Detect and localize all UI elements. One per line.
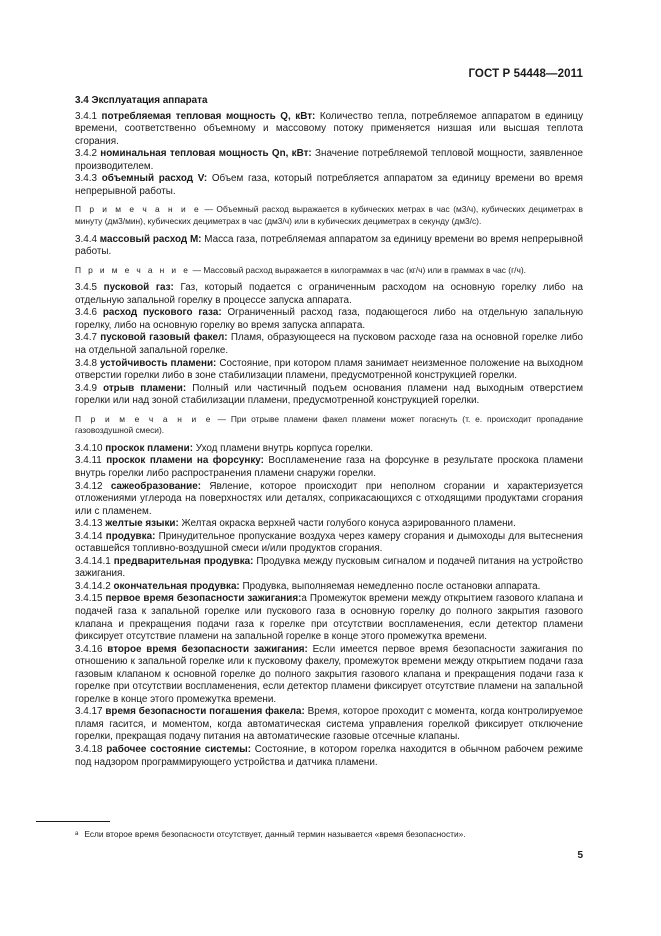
term-number: 3.4.10 (75, 442, 103, 454)
term-paragraph (75, 282, 583, 307)
term-name: проскок пламени: (105, 442, 193, 454)
term-paragraph (75, 706, 583, 744)
term-paragraph (75, 307, 583, 332)
term-paragraph (75, 383, 583, 408)
term-definition: Продувка, выполняемая немедленно после остановки аппарата. (239, 580, 541, 592)
term-number: 3.4.8 (75, 357, 97, 369)
term-name: время безопасности погашения факела: (105, 706, 305, 718)
term-name: массовый расход M: (99, 233, 202, 245)
term-number: 3.4.15 (75, 593, 103, 605)
term-number: 3.4.13 (75, 518, 103, 530)
term-definition: Ограниченный расход газа, подающегося либо на отдельную запальную горелку, либо на основную горелку во время запуска аппарата. (75, 307, 583, 331)
term-number: 3.4.5 (75, 282, 97, 294)
note-volume-flow: П р и м е ч а н и е — Объемный расход выражается в кубических метрах в час (м3/ч), кубических дециметрах в минуту (дм3/мин), кубических дециметрах в час (дм3/ч) или в кубических дециметрах в секунду (дм3/с). (75, 204, 583, 226)
term-definition: Количество тепла, потребляемое аппаратом в единицу времени, соответственно объемному и массовому потоку применяется низшая или высшая теплота сгорания. (75, 110, 584, 147)
term-number: 3.4.7 (75, 332, 97, 344)
term-paragraph (75, 481, 583, 519)
term-number: 3.4.16 (75, 643, 103, 655)
section-title: 3.4 Эксплуатация аппарата (75, 95, 208, 106)
paragraph-group-2 (75, 234, 583, 259)
term-paragraph (75, 581, 583, 594)
term-paragraph (75, 332, 583, 357)
term-paragraph (75, 358, 583, 383)
term-definition: Значение потребляемой тепловой мощности, заявленное производителем. (75, 148, 584, 172)
term-number: 3.4.18 (75, 744, 103, 756)
term-paragraph (75, 518, 583, 531)
term-number: 3.4.17 (75, 706, 103, 718)
term-number: 3.4.14.1 (75, 555, 111, 567)
term-name: объемный расход V: (101, 173, 208, 185)
term-name: отрыв пламени: (103, 382, 187, 394)
term-definition: Время, которое проходит с момента, когда контролируемое пламя гасится, и моментом, когда автоматическая система управления горелкой фиксирует отключение горелки, прекращая подачу питания на автоматические газовые отсечные клапаны. (75, 706, 583, 743)
term-paragraph (75, 443, 583, 456)
term-paragraph (75, 531, 583, 556)
note-flame-lift: П р и м е ч а н и е — При отрыве пламени факел пламени может погаснуть (т. е. происходит пропадание газовоздушной смеси). (75, 413, 584, 436)
term-number: 3.4.4 (75, 233, 97, 245)
term-definition: Принудительное пропускание воздуха через камеру сгорания и дымоходы для вытеснения оставшейся топливно-воздушной смеси и/или продуктов сгорания. (75, 530, 583, 555)
term-definition: Желтая окраска верхней части голубого конуса аэрированного пламени. (178, 518, 516, 530)
term-definition: Газ, который подается с ограниченным расходом на основную горелку либо на отдельную запальной горелку в процессе запуска аппарата. (75, 282, 583, 306)
term-name: номинальная тепловая мощность Qn, кВт: (100, 148, 312, 160)
term-number: 3.4.12 (75, 480, 103, 492)
note-mass-flow: П р и м е ч а н и е — Массовый расход выражается в килограммах в час (кг/ч) или в граммах в час (г/ч). (75, 264, 526, 275)
term-definition: Воспламенение газа на форсунке в результате проскока пламени внутрь горелки либо распространения пламени снаружи горелки. (75, 455, 583, 479)
term-name: желтые языки: (105, 518, 179, 530)
page-number: 5 (577, 850, 583, 861)
term-number: 3.4.6 (75, 307, 97, 319)
term-definition: Явление, которое происходит при неполном сгорании и характеризуется отложениями углерода на поверхностях или деталях, соприкасающихся с отходящими продуктами сгорания или с пламенем. (75, 480, 583, 517)
term-definition: Уход пламени внутрь корпуса горелки. (193, 442, 373, 454)
footnote: $^а$ Если второе время безопасности отсутствует, данный термин называется «время безопасности». (75, 829, 466, 839)
term-number: 3.4.14 (75, 530, 103, 542)
term-paragraph (75, 593, 583, 643)
term-paragraph (75, 148, 583, 173)
term-definition: Состояние, при котором пламя занимает неизменное положение на выходном отверстии горелки либо в зоне стабилизации пламени, предусмотренной конструкцией горелки. (75, 357, 583, 382)
term-number: 3.4.2 (75, 148, 97, 160)
term-name: сажеобразование: (110, 480, 201, 492)
term-definition: Если имеется первое время безопасности зажигания по отношению к запальной горелке или к пусковому факелу, промежуток времени между открытием подачи газа газовым клапаном к основной горелке до полного закрытия газового клапана и прекращения подачи газа к горелке при отсутствии воспламенения, если детектор пламени фиксирует отсутствие пламени на запальной горелке в конце этого промежутка времени. (75, 643, 584, 705)
term-name: первое время безопасности зажигания: (105, 593, 302, 605)
term-definition: Продувка между пусковым сигналом и подачей питания на устройство зажигания. (75, 555, 584, 580)
footnote-separator (36, 821, 110, 822)
term-paragraph (75, 644, 583, 707)
term-number: 3.4.3 (75, 173, 97, 185)
term-number: 3.4.1 (75, 110, 97, 122)
standard-header: ГОСТ Р 54448—2011 (468, 68, 583, 80)
term-definition: Масса газа, потребляемая аппаратом за единицу времени во время непрерывной работы. (75, 233, 583, 258)
term-number: 3.4.14.2 (75, 580, 111, 592)
term-name: предварительная продувка: (113, 555, 254, 567)
term-name: окончательная продувка: (113, 580, 240, 592)
term-name: продувка: (105, 530, 156, 542)
paragraph-group-4 (75, 443, 583, 769)
term-number: 3.4.11 (75, 455, 102, 467)
term-name: потребляемая тепловая мощность Q, кВт: (101, 110, 316, 122)
term-paragraph (75, 744, 583, 769)
term-number: 3.4.9 (75, 382, 97, 394)
term-name: расход пускового газа: (102, 307, 222, 319)
term-definition: а Промежуток времени между открытием газового клапана и подачей газа к запальной горелке или пускового газа в основную горелку до полного закрытия газового клапана и прекращения подачи газа к горелке при отсутствии воспламенения, если детектор пламени фиксирует отсутствие пламени на запальной горелке в конце этого промежутка времени. (75, 593, 584, 643)
paragraph-group-1 (75, 111, 583, 199)
term-name: пусковой газ: (103, 282, 174, 294)
term-name: проскок пламени на форсунку: (106, 455, 264, 467)
term-paragraph (75, 234, 583, 259)
document-body (75, 95, 583, 769)
term-name: второе время безопасности зажигания: (107, 643, 308, 655)
term-definition: Пламя, образующееся на пусковом расходе газа на основной горелке либо на отдельной запальной горелке. (75, 332, 583, 356)
term-paragraph (75, 455, 583, 480)
term-paragraph (75, 111, 583, 149)
term-name: устойчивость пламени: (99, 357, 217, 369)
term-name: пусковой газовый факел: (100, 332, 228, 344)
term-paragraph (75, 173, 583, 198)
paragraph-group-3 (75, 282, 583, 407)
term-definition: Состояние, в котором горелка находится в обычном рабочем режиме под надзором программирующего устройства и датчика пламени. (75, 744, 583, 768)
term-name: рабочее состояние системы: (106, 744, 251, 756)
term-definition: Полный или частичный подъем основания пламени над выходным отверстием горелки или над зоной стабилизации пламени, предусмотренной конструкцией горелки. (75, 382, 583, 407)
term-paragraph (75, 556, 583, 581)
term-definition: Объем газа, который потребляется аппаратом за единицу времени во время непрерывной работы. (75, 173, 584, 197)
